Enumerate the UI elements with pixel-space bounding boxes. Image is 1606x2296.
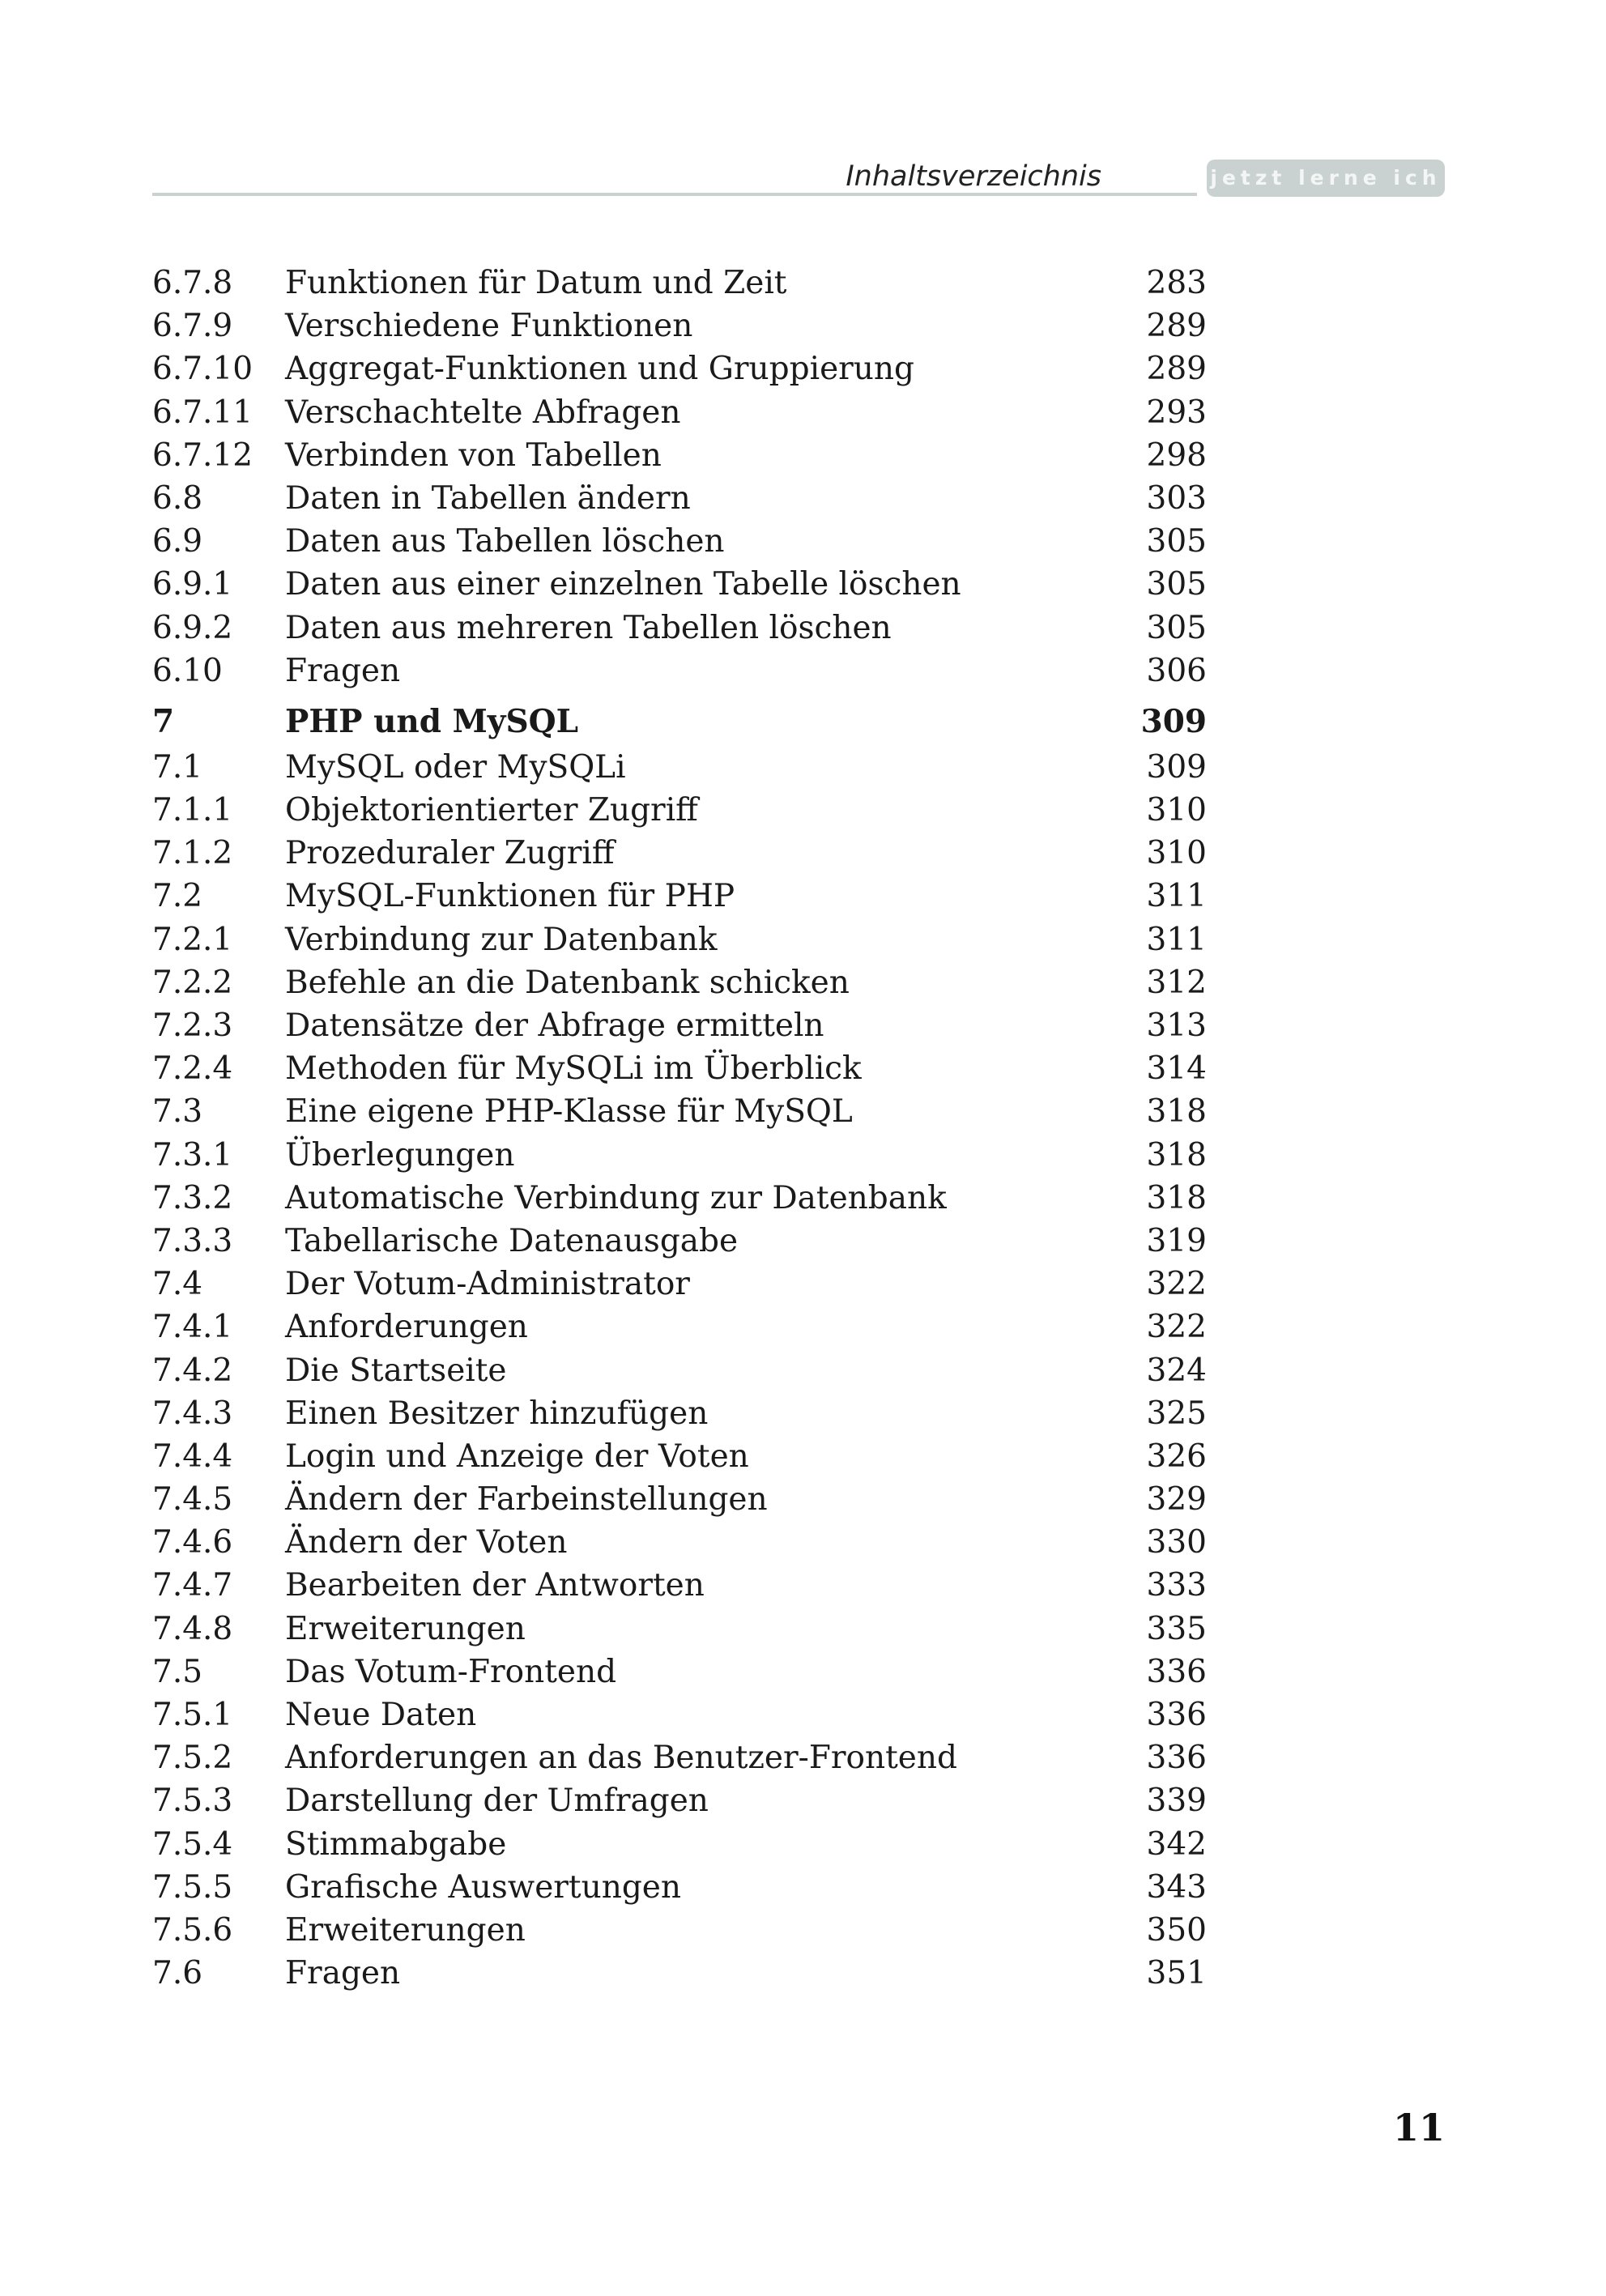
toc-entry-page: 305: [1146, 566, 1207, 603]
toc-entry-number: 7.2: [152, 878, 203, 915]
toc-entry-page: 342: [1146, 1825, 1207, 1863]
toc-entry-number: 7.4.8: [152, 1610, 233, 1647]
toc-entry-number: 6.8: [152, 479, 203, 517]
toc-entry-title: Darstellung der Umfragen: [285, 1783, 709, 1820]
toc-entry: [152, 607, 1207, 650]
series-badge: jetzt lerne ich: [1207, 160, 1445, 197]
toc-entry: [152, 650, 1207, 692]
toc-entry-page: 336: [1146, 1740, 1207, 1777]
toc-entry-title: Verschachtelte Abfragen: [285, 394, 681, 431]
toc-entry-title: Fragen: [285, 652, 401, 689]
toc-entry-page: 319: [1146, 1222, 1207, 1259]
toc-entry-title: Der Votum-Administrator: [285, 1266, 690, 1303]
toc-entry: [152, 789, 1207, 832]
toc-entry-number: 7.4.5: [152, 1481, 233, 1519]
toc-entry: [152, 434, 1207, 477]
toc-entry-number: 7.1.2: [152, 835, 233, 872]
toc-entry-page: 310: [1146, 835, 1207, 872]
toc-entry: [152, 1823, 1207, 1866]
toc-entry-page: 330: [1146, 1524, 1207, 1561]
running-header-title: Inhaltsverzeichnis: [846, 160, 1101, 193]
toc-entry-title: Grafische Auswertungen: [285, 1868, 681, 1906]
toc-entry: [152, 1909, 1207, 1952]
page-number: 11: [1392, 2106, 1445, 2149]
toc-entry-number: 6.9.1: [152, 566, 233, 603]
toc-entry-title: Erweiterungen: [285, 1610, 526, 1647]
toc-entry-page: 325: [1146, 1395, 1207, 1432]
toc-entry: [152, 875, 1207, 918]
toc-entry-page: 293: [1146, 394, 1207, 431]
toc-entry-page: 336: [1146, 1653, 1207, 1690]
toc-entry-number: 7.5.1: [152, 1697, 233, 1733]
toc-entry: [152, 347, 1207, 390]
toc-entry-page: 335: [1146, 1610, 1207, 1647]
toc-entry-number: 7.5.6: [152, 1911, 233, 1949]
toc-entry: [152, 918, 1207, 961]
toc-entry: [152, 1435, 1207, 1478]
toc-entry: [152, 1263, 1207, 1306]
toc-entry-page: 311: [1146, 878, 1207, 915]
toc-entry-number: 7.3.2: [152, 1179, 233, 1216]
toc-entry-number: 7.3.3: [152, 1222, 233, 1259]
toc-entry-number: 7.4.1: [152, 1309, 233, 1346]
toc-entry: [152, 1521, 1207, 1564]
toc-entry: [152, 1478, 1207, 1521]
toc-entry: [152, 305, 1207, 347]
toc-entry: [152, 1651, 1207, 1693]
toc-entry: [152, 1047, 1207, 1090]
toc-entry-title: Anforderungen: [285, 1309, 528, 1346]
toc-entry: [152, 1349, 1207, 1392]
toc-entry-number: 7.5.3: [152, 1783, 233, 1820]
toc-entry-number: 6.7.9: [152, 308, 233, 345]
toc-entry: [152, 563, 1207, 606]
toc-entry: [152, 746, 1207, 789]
toc-entry-number: 6.7.10: [152, 351, 253, 388]
toc-entry-number: 7.6: [152, 1955, 203, 1992]
toc-entry: [152, 1134, 1207, 1177]
toc-entry-title: Überlegungen: [285, 1136, 515, 1174]
toc-entry: [152, 262, 1207, 305]
toc-entry-title: Bearbeiten der Antworten: [285, 1567, 705, 1604]
toc-entry-title: Automatische Verbindung zur Datenbank: [285, 1179, 947, 1216]
toc-entry: [152, 1090, 1207, 1133]
toc-entry: [152, 1306, 1207, 1348]
toc-entry-number: 6.7.8: [152, 265, 233, 301]
toc-entry: [152, 1564, 1207, 1607]
toc-entry-number: 7.4.7: [152, 1567, 233, 1604]
toc-entry-number: 7.2.4: [152, 1050, 233, 1088]
toc-entry: [152, 520, 1207, 563]
toc-entry-number: 7.5.2: [152, 1740, 233, 1777]
toc-entry-page: 311: [1146, 921, 1207, 958]
toc-entry-number: 7.4.4: [152, 1438, 233, 1475]
toc-entry-page: 329: [1146, 1481, 1207, 1519]
toc-entry: [152, 1779, 1207, 1822]
toc-entry: [152, 1220, 1207, 1263]
toc-entry-page: 314: [1146, 1050, 1207, 1088]
toc-entry-number: 7.4: [152, 1266, 203, 1303]
toc-entry: [152, 391, 1207, 434]
toc-entry-title: Stimmabgabe: [285, 1825, 507, 1863]
toc-entry-title: Prozeduraler Zugriff: [285, 835, 615, 872]
header-rule: [152, 193, 1197, 196]
toc-entry-page: 318: [1146, 1136, 1207, 1174]
toc-entry: [152, 832, 1207, 875]
toc-entry-number: 7.3.1: [152, 1136, 233, 1174]
toc-entry-page: 309: [1140, 702, 1207, 740]
toc-entry-page: 305: [1146, 609, 1207, 646]
toc-entry-number: 7.2.2: [152, 964, 233, 1001]
toc-entry-number: 7: [152, 702, 175, 740]
toc-entry-title: Login und Anzeige der Voten: [285, 1438, 749, 1475]
toc-entry-title: Objektorientierter Zugriff: [285, 792, 698, 829]
toc-entry-title: Anforderungen an das Benutzer-Frontend: [285, 1740, 957, 1777]
toc-entry: [152, 1952, 1207, 1995]
toc-entry-page: 326: [1146, 1438, 1207, 1475]
toc-entry-title: Daten in Tabellen ändern: [285, 479, 691, 517]
toc-entry-page: 312: [1146, 964, 1207, 1001]
toc-entry-number: 7.3: [152, 1093, 203, 1131]
toc-entry-page: 318: [1146, 1093, 1207, 1131]
toc-entry-number: 7.4.2: [152, 1352, 233, 1389]
toc-entry-number: 7.5.4: [152, 1825, 233, 1863]
toc-entry-page: 313: [1146, 1007, 1207, 1044]
toc-entry-title: Erweiterungen: [285, 1911, 526, 1949]
toc-entry-number: 7.1.1: [152, 792, 233, 829]
toc-entry-page: 309: [1146, 748, 1207, 786]
toc-entry-title: Tabellarische Datenausgabe: [285, 1222, 739, 1259]
toc-entry-title: Fragen: [285, 1955, 401, 1992]
toc-entry-title: Datensätze der Abfrage ermitteln: [285, 1007, 824, 1044]
toc-entry-number: 6.9.2: [152, 609, 233, 646]
toc-entry-page: 333: [1146, 1567, 1207, 1604]
toc-entry-page: 336: [1146, 1697, 1207, 1733]
toc-entry-number: 7.1: [152, 748, 203, 786]
toc-entry-page: 339: [1146, 1783, 1207, 1820]
toc-entry-title: Einen Besitzer hinzufügen: [285, 1395, 709, 1432]
toc-entry: [152, 1004, 1207, 1047]
toc-entry: [152, 1866, 1207, 1909]
toc-entry-title: Verbinden von Tabellen: [285, 437, 662, 474]
toc-entry-page: 306: [1146, 652, 1207, 689]
toc-entry-number: 6.7.12: [152, 437, 253, 474]
toc-entry-title: Verbindung zur Datenbank: [285, 921, 718, 958]
toc-entry-number: 7.2.1: [152, 921, 233, 958]
toc-entry-number: 6.10: [152, 652, 223, 689]
toc-entry-title: Die Startseite: [285, 1352, 507, 1389]
toc-entry-page: 350: [1146, 1911, 1207, 1949]
toc-entry-page: 322: [1146, 1266, 1207, 1303]
toc-entry-number: 6.9: [152, 523, 203, 560]
toc-entry-page: 305: [1146, 523, 1207, 560]
toc-entry-title: Funktionen für Datum und Zeit: [285, 265, 787, 301]
toc-entry-title: Neue Daten: [285, 1697, 477, 1733]
toc-entry: [152, 961, 1207, 1004]
toc-entry-title: Daten aus mehreren Tabellen löschen: [285, 609, 892, 646]
toc-entry: [152, 1177, 1207, 1220]
toc-entry-page: 324: [1146, 1352, 1207, 1389]
toc-entry-title: Daten aus einer einzelnen Tabelle löschen: [285, 566, 961, 603]
toc-entry-title: Ändern der Farbeinstellungen: [285, 1481, 768, 1519]
toc-entry-number: 7.2.3: [152, 1007, 233, 1044]
toc-entry-title: Eine eigene PHP-Klasse für MySQL: [285, 1093, 853, 1131]
toc-entry-number: 7.4.6: [152, 1524, 233, 1561]
toc-entry-title: Ändern der Voten: [285, 1524, 568, 1561]
toc-entry-title: MySQL-Funktionen für PHP: [285, 878, 735, 915]
toc-entry-page: 289: [1146, 351, 1207, 388]
toc-entry-page: 343: [1146, 1868, 1207, 1906]
toc-entry-title: Das Votum-Frontend: [285, 1653, 617, 1690]
toc-entry-title: PHP und MySQL: [285, 702, 579, 740]
toc-chapter-entry: [152, 697, 1207, 746]
toc-entry-number: 7.4.3: [152, 1395, 233, 1432]
toc-entry-title: Aggregat-Funktionen und Gruppierung: [285, 351, 914, 388]
toc-entry-page: 322: [1146, 1309, 1207, 1346]
toc-entry-number: 6.7.11: [152, 394, 253, 431]
toc-entry-page: 318: [1146, 1179, 1207, 1216]
toc-entry: [152, 1392, 1207, 1435]
toc-entry: [152, 1736, 1207, 1779]
toc-entry-page: 303: [1146, 479, 1207, 517]
toc-entry-number: 7.5: [152, 1653, 203, 1690]
toc-entry-page: 310: [1146, 792, 1207, 829]
toc-entry: [152, 1693, 1207, 1736]
toc-entry-title: Methoden für MySQLi im Überblick: [285, 1050, 862, 1088]
toc-entry-page: 289: [1146, 308, 1207, 345]
toc-entry: [152, 1608, 1207, 1651]
toc-entry-page: 298: [1146, 437, 1207, 474]
toc-entry-number: 7.5.5: [152, 1868, 233, 1906]
toc-entry: [152, 477, 1207, 520]
toc-entry-title: Befehle an die Datenbank schicken: [285, 964, 850, 1001]
toc-entry-page: 283: [1146, 265, 1207, 301]
toc-entry-title: Daten aus Tabellen löschen: [285, 523, 725, 560]
toc-entry-title: MySQL oder MySQLi: [285, 748, 626, 786]
toc-entry-title: Verschiedene Funktionen: [285, 308, 693, 345]
table-of-contents: [152, 262, 1207, 1995]
toc-entry-page: 351: [1146, 1955, 1207, 1992]
